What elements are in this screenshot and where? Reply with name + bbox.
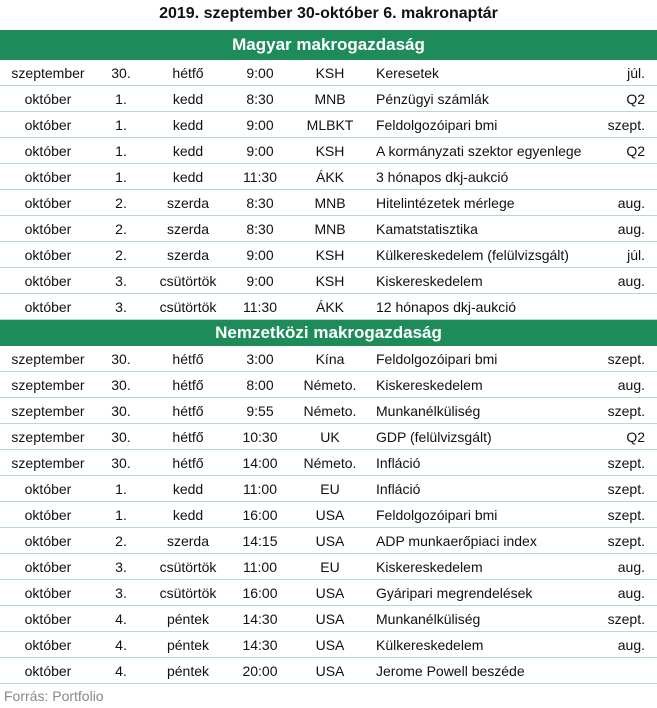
event-day: 4. (96, 606, 146, 632)
table-row (0, 268, 657, 294)
event-period: szept. (602, 346, 657, 372)
event-month: október (0, 112, 96, 138)
event-time: 8:30 (230, 190, 290, 216)
section-heading-hungarian: Magyar makrogazdaság (0, 30, 657, 60)
event-period (602, 164, 657, 190)
event-day: 3. (96, 580, 146, 606)
event-day: 3. (96, 268, 146, 294)
event-time: 3:00 (230, 346, 290, 372)
event-month: október (0, 476, 96, 502)
event-weekday: hétfő (146, 372, 230, 398)
event-time: 8:30 (230, 216, 290, 242)
event-weekday: péntek (146, 658, 230, 684)
table-row (0, 528, 657, 554)
event-indicator: GDP (felülvizsgált) (370, 424, 602, 450)
event-source: USA (290, 658, 370, 684)
event-time: 8:00 (230, 372, 290, 398)
event-month: október (0, 580, 96, 606)
table-row (0, 60, 657, 86)
event-day: 1. (96, 86, 146, 112)
event-period: júl. (602, 242, 657, 268)
table-row (0, 294, 657, 320)
table-row (0, 242, 657, 268)
event-indicator: Munkanélküliség (370, 398, 602, 424)
event-period: aug. (602, 268, 657, 294)
event-month: szeptember (0, 60, 96, 86)
table-row (0, 554, 657, 580)
event-time: 14:00 (230, 450, 290, 476)
table-row (0, 658, 657, 684)
event-indicator: Feldolgozóipari bmi (370, 112, 602, 138)
event-month: október (0, 268, 96, 294)
event-source: MNB (290, 86, 370, 112)
event-month: október (0, 190, 96, 216)
event-indicator: 12 hónapos dkj-aukció (370, 294, 602, 320)
event-source: MNB (290, 216, 370, 242)
event-weekday: szerda (146, 216, 230, 242)
event-indicator: Keresetek (370, 60, 602, 86)
event-indicator: ADP munkaerőpiaci index (370, 528, 602, 554)
event-time: 14:15 (230, 528, 290, 554)
event-day: 3. (96, 294, 146, 320)
event-day: 30. (96, 450, 146, 476)
event-period: aug. (602, 372, 657, 398)
event-source: EU (290, 476, 370, 502)
event-month: október (0, 528, 96, 554)
event-day: 30. (96, 398, 146, 424)
event-period: aug. (602, 632, 657, 658)
table-row (0, 164, 657, 190)
event-indicator: Munkanélküliség (370, 606, 602, 632)
event-month: október (0, 216, 96, 242)
event-period: szept. (602, 398, 657, 424)
event-month: szeptember (0, 424, 96, 450)
table-row (0, 580, 657, 606)
event-source: ÁKK (290, 294, 370, 320)
event-time: 11:30 (230, 164, 290, 190)
page-title: 2019. szeptember 30-október 6. makronaptár (159, 5, 498, 22)
event-indicator: Feldolgozóipari bmi (370, 346, 602, 372)
event-period: szept. (602, 528, 657, 554)
event-weekday: szerda (146, 528, 230, 554)
event-source: ÁKK (290, 164, 370, 190)
event-period: aug. (602, 580, 657, 606)
event-time: 9:00 (230, 60, 290, 86)
event-month: október (0, 86, 96, 112)
event-day: 30. (96, 60, 146, 86)
event-period: Q2 (602, 138, 657, 164)
event-weekday: csütörtök (146, 580, 230, 606)
event-day: 30. (96, 424, 146, 450)
table-row (0, 632, 657, 658)
event-period (602, 294, 657, 320)
event-day: 1. (96, 502, 146, 528)
table-row (0, 86, 657, 112)
event-weekday: csütörtök (146, 268, 230, 294)
event-weekday: péntek (146, 632, 230, 658)
event-time: 14:30 (230, 632, 290, 658)
event-weekday: péntek (146, 606, 230, 632)
event-day: 4. (96, 658, 146, 684)
event-time: 16:00 (230, 502, 290, 528)
event-weekday: csütörtök (146, 294, 230, 320)
event-period (602, 658, 657, 684)
hungarian-calendar-body (0, 60, 657, 320)
event-month: október (0, 632, 96, 658)
event-indicator: Külkereskedelem (370, 632, 602, 658)
hungarian-calendar-table (0, 60, 657, 320)
event-month: október (0, 242, 96, 268)
event-weekday: hétfő (146, 398, 230, 424)
event-month: október (0, 294, 96, 320)
event-weekday: kedd (146, 476, 230, 502)
event-weekday: hétfő (146, 60, 230, 86)
table-row (0, 372, 657, 398)
event-day: 2. (96, 190, 146, 216)
event-weekday: szerda (146, 190, 230, 216)
event-time: 11:00 (230, 554, 290, 580)
event-indicator: 3 hónapos dkj-aukció (370, 164, 602, 190)
event-indicator: Kiskereskedelem (370, 554, 602, 580)
event-source: USA (290, 632, 370, 658)
event-day: 1. (96, 112, 146, 138)
event-source: Kína (290, 346, 370, 372)
international-calendar-table (0, 346, 657, 684)
event-weekday: hétfő (146, 346, 230, 372)
event-period: Q2 (602, 86, 657, 112)
event-period: aug. (602, 216, 657, 242)
event-period: szept. (602, 450, 657, 476)
event-time: 11:30 (230, 294, 290, 320)
event-source: KSH (290, 60, 370, 86)
international-calendar-body (0, 346, 657, 684)
event-day: 1. (96, 138, 146, 164)
event-indicator: Infláció (370, 450, 602, 476)
event-source: Németo. (290, 372, 370, 398)
event-source: USA (290, 606, 370, 632)
event-time: 20:00 (230, 658, 290, 684)
event-day: 3. (96, 554, 146, 580)
event-weekday: hétfő (146, 424, 230, 450)
event-weekday: kedd (146, 164, 230, 190)
event-day: 1. (96, 476, 146, 502)
event-period: szept. (602, 112, 657, 138)
table-row (0, 346, 657, 372)
table-row (0, 398, 657, 424)
event-indicator: Jerome Powell beszéde (370, 658, 602, 684)
event-month: október (0, 554, 96, 580)
event-month: október (0, 164, 96, 190)
event-source: KSH (290, 242, 370, 268)
event-day: 1. (96, 164, 146, 190)
event-indicator: Hitelintézetek mérlege (370, 190, 602, 216)
event-indicator: Pénzügyi számlák (370, 86, 602, 112)
event-time: 9:00 (230, 242, 290, 268)
event-weekday: hétfő (146, 450, 230, 476)
event-indicator: Gyáripari megrendelések (370, 580, 602, 606)
event-period: szept. (602, 502, 657, 528)
event-indicator: Feldolgozóipari bmi (370, 502, 602, 528)
event-source: KSH (290, 138, 370, 164)
event-day: 30. (96, 372, 146, 398)
event-time: 14:30 (230, 606, 290, 632)
event-month: szeptember (0, 450, 96, 476)
table-row (0, 606, 657, 632)
table-row (0, 424, 657, 450)
event-time: 16:00 (230, 580, 290, 606)
event-time: 9:55 (230, 398, 290, 424)
event-period: júl. (602, 60, 657, 86)
event-source: EU (290, 554, 370, 580)
event-source: Németo. (290, 398, 370, 424)
event-source: UK (290, 424, 370, 450)
event-month: október (0, 502, 96, 528)
event-weekday: kedd (146, 86, 230, 112)
event-weekday: csütörtök (146, 554, 230, 580)
event-time: 9:00 (230, 112, 290, 138)
event-day: 2. (96, 216, 146, 242)
event-month: október (0, 658, 96, 684)
event-weekday: kedd (146, 112, 230, 138)
event-period: aug. (602, 190, 657, 216)
section-heading-international: Nemzetközi makrogazdaság (0, 320, 657, 346)
event-time: 9:00 (230, 268, 290, 294)
event-day: 4. (96, 632, 146, 658)
source-note: Forrás: Portfolio (4, 688, 104, 704)
event-indicator: A kormányzati szektor egyenlege (370, 138, 602, 164)
event-period: aug. (602, 554, 657, 580)
event-source: Németo. (290, 450, 370, 476)
event-source: USA (290, 502, 370, 528)
event-time: 9:00 (230, 138, 290, 164)
event-source: MLBKT (290, 112, 370, 138)
event-source: MNB (290, 190, 370, 216)
event-day: 2. (96, 242, 146, 268)
event-time: 11:00 (230, 476, 290, 502)
table-row (0, 216, 657, 242)
event-indicator: Kiskereskedelem (370, 372, 602, 398)
event-weekday: szerda (146, 242, 230, 268)
table-row (0, 450, 657, 476)
table-row (0, 138, 657, 164)
event-indicator: Infláció (370, 476, 602, 502)
event-indicator: Kiskereskedelem (370, 268, 602, 294)
event-month: szeptember (0, 398, 96, 424)
event-period: szept. (602, 476, 657, 502)
event-period: szept. (602, 606, 657, 632)
event-day: 2. (96, 528, 146, 554)
event-source: USA (290, 528, 370, 554)
event-time: 8:30 (230, 86, 290, 112)
table-row (0, 112, 657, 138)
table-row (0, 476, 657, 502)
event-weekday: kedd (146, 502, 230, 528)
event-source: KSH (290, 268, 370, 294)
event-source: USA (290, 580, 370, 606)
event-month: október (0, 138, 96, 164)
event-month: szeptember (0, 372, 96, 398)
table-row (0, 190, 657, 216)
event-month: október (0, 606, 96, 632)
event-month: szeptember (0, 346, 96, 372)
event-weekday: kedd (146, 138, 230, 164)
event-period: Q2 (602, 424, 657, 450)
event-indicator: Külkereskedelem (felülvizsgált) (370, 242, 602, 268)
event-day: 30. (96, 346, 146, 372)
table-row (0, 502, 657, 528)
event-time: 10:30 (230, 424, 290, 450)
event-indicator: Kamatstatisztika (370, 216, 602, 242)
